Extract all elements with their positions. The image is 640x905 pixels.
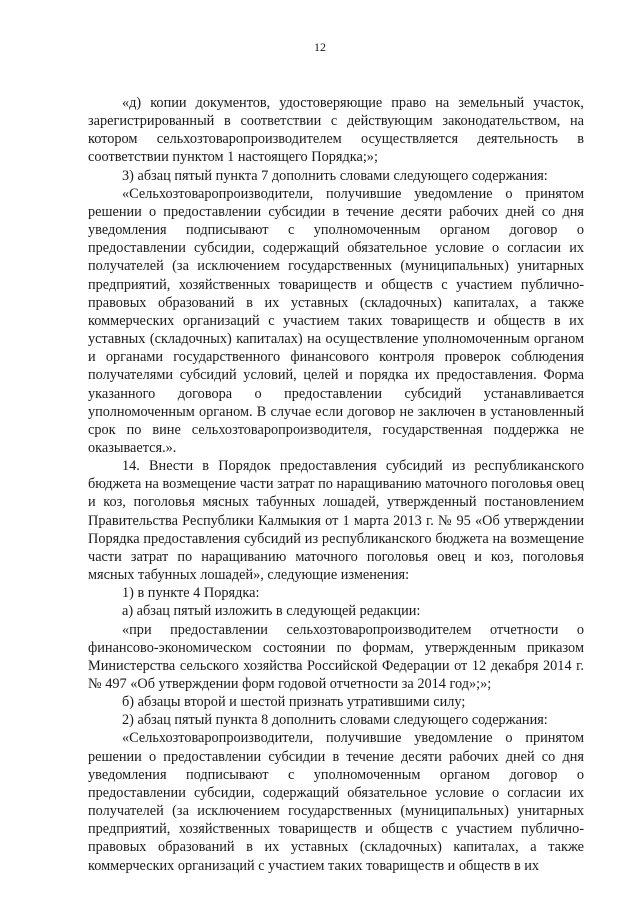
paragraph-quoted-text-2: «при предоставлении сельхозтоваропроизводителем отчетности о финансово-экономическом состоянии по формам, утвержденным приказом Министерства сельского хозяйства Российской Федерации от 12 декабря 2014 г. № 497 «Об утверждении форм годовой отчетности за 2014 год»;»; [88, 621, 584, 692]
paragraph-item-d-documents: «д) копии документов, удостоверяющие право на земельный участок, зарегистрированный в соответствии с действующим законодательством, на котором сельхозтоваропроизводителем осуществляется деятельность в соответствии пунктом 1 настоящего Порядка;»; [88, 95, 584, 166]
document-body [88, 94, 584, 875]
paragraph-amendment-2: 2) абзац пятый пункта 8 дополнить словами следующего содержания: [122, 712, 548, 729]
paragraph-amendment-1: 1) в пункте 4 Порядка: [122, 585, 260, 602]
paragraph-amendment-b: б) абзацы второй и шестой признать утратившими силу; [122, 694, 466, 711]
page-number: 12 [314, 40, 326, 54]
paragraph-amendment-3: 3) абзац пятый пункта 7 дополнить словами следующего содержания: [122, 167, 548, 184]
paragraph-quoted-text-3: «Сельхозтоваропроизводители, получившие уведомление о принятом решении о предоставлении субсидии в течение десяти рабочих дней со дня уведомления подписывают с уполномоченным органом договор о предоставлении субсидии, содержащий обязательное условие о согласии их получателей (за исключением государственных (муниципальных) унитарных предприятий, хозяйственных товариществ и обществ с участием публично-правовых образований в их уставных (складочных) капиталах, а также коммерческих организаций с участием таких товариществ и обществ в их [88, 730, 584, 874]
paragraph-amendment-a: а) абзац пятый изложить в следующей редакции: [122, 603, 421, 620]
paragraph-quoted-text-1: «Сельхозтоваропроизводители, получившие уведомление о принятом решении о предоставлении субсидии в течение десяти рабочих дней со дня уведомления подписывают с уполномоченным органом договор о предоставлении субсидии, содержащий обязательное условие о согласии их получателей (за исключением государственных (муниципальных) унитарных предприятий, хозяйственных товариществ и обществ с участием публично-правовых образований в их уставных (складочных) капиталах, а также коммерческих организаций с участием таких товариществ и обществ в их уставных (складочных) капиталах) на осуществление уполномоченным органом и органами государственного финансового контроля проверок соблюдения получателями субсидий условий, целей и порядка их предоставления. Форма указанного договора о предоставлении субсидий устанавливается уполномоченным органом. В случае если договор не заключен в установленный срок по вине сельхозтоваропроизводителя, государственная поддержка не оказывается.». [88, 185, 584, 456]
paragraph-section-14: 14. Внести в Порядок предоставления субсидий из республиканского бюджета на возмещение части затрат по наращиванию маточного поголовья овец и коз, поголовья мясных табунных лошадей, утвержденный постановлением Правительства Республики Калмыкия от 1 марта 2013 г. № 95 «Об утверждении Порядка предоставления субсидий из республиканского бюджета на возмещение части затрат по наращиванию маточного поголовья овец и коз, поголовья мясных табунных лошадей», следующие изменения: [88, 458, 584, 584]
